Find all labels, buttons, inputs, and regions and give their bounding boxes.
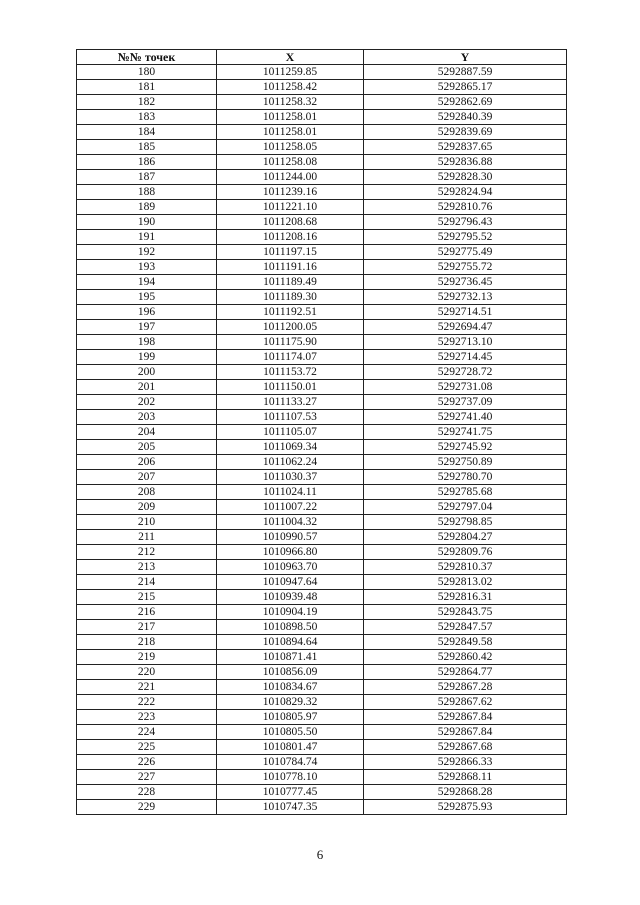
- cell-x: 1010778.10: [217, 770, 364, 785]
- cell-x: 1011189.30: [217, 290, 364, 305]
- table-row: [77, 755, 567, 770]
- cell-y: 5292887.59: [364, 65, 567, 80]
- cell-x: 1011208.68: [217, 215, 364, 230]
- cell-y: 5292828.30: [364, 170, 567, 185]
- cell-point-number: 223: [77, 710, 217, 725]
- cell-y: 5292867.84: [364, 710, 567, 725]
- table-header-row: [77, 50, 567, 65]
- cell-y: 5292865.17: [364, 80, 567, 95]
- cell-x: 1011175.90: [217, 335, 364, 350]
- cell-y: 5292798.85: [364, 515, 567, 530]
- cell-y: 5292736.45: [364, 275, 567, 290]
- cell-x: 1010834.67: [217, 680, 364, 695]
- cell-y: 5292780.70: [364, 470, 567, 485]
- table-row: [77, 425, 567, 440]
- cell-y: 5292837.65: [364, 140, 567, 155]
- cell-y: 5292866.33: [364, 755, 567, 770]
- cell-x: 1010856.09: [217, 665, 364, 680]
- table-row: [77, 110, 567, 125]
- cell-y: 5292755.72: [364, 260, 567, 275]
- cell-x: 1011244.00: [217, 170, 364, 185]
- cell-y: 5292836.88: [364, 155, 567, 170]
- table-row: [77, 440, 567, 455]
- table-row: [77, 770, 567, 785]
- cell-point-number: 190: [77, 215, 217, 230]
- cell-point-number: 209: [77, 500, 217, 515]
- cell-y: 5292775.49: [364, 245, 567, 260]
- cell-x: 1010805.50: [217, 725, 364, 740]
- table-row: [77, 680, 567, 695]
- table-row: [77, 530, 567, 545]
- cell-y: 5292840.39: [364, 110, 567, 125]
- cell-x: 1010947.64: [217, 575, 364, 590]
- cell-x: 1011200.05: [217, 320, 364, 335]
- cell-y: 5292796.43: [364, 215, 567, 230]
- cell-x: 1010990.57: [217, 530, 364, 545]
- page-number: 6: [316, 847, 324, 862]
- table-row: [77, 185, 567, 200]
- cell-x: 1011258.42: [217, 80, 364, 95]
- cell-x: 1010777.45: [217, 785, 364, 800]
- table-row: [77, 470, 567, 485]
- cell-x: 1011259.85: [217, 65, 364, 80]
- cell-point-number: 197: [77, 320, 217, 335]
- table-row: [77, 500, 567, 515]
- table-row: [77, 200, 567, 215]
- table-row: [77, 485, 567, 500]
- table-row: [77, 230, 567, 245]
- table-row: [77, 65, 567, 80]
- cell-x: 1010801.47: [217, 740, 364, 755]
- table-row: [77, 545, 567, 560]
- cell-x: 1011258.05: [217, 140, 364, 155]
- cell-point-number: 193: [77, 260, 217, 275]
- cell-point-number: 212: [77, 545, 217, 560]
- cell-point-number: 188: [77, 185, 217, 200]
- cell-point-number: 215: [77, 590, 217, 605]
- cell-point-number: 185: [77, 140, 217, 155]
- cell-point-number: 224: [77, 725, 217, 740]
- cell-point-number: 221: [77, 680, 217, 695]
- table-row: [77, 560, 567, 575]
- cell-y: 5292745.92: [364, 440, 567, 455]
- cell-point-number: 181: [77, 80, 217, 95]
- cell-point-number: 229: [77, 800, 217, 815]
- cell-y: 5292804.27: [364, 530, 567, 545]
- cell-point-number: 216: [77, 605, 217, 620]
- cell-point-number: 211: [77, 530, 217, 545]
- cell-y: 5292750.89: [364, 455, 567, 470]
- cell-y: 5292741.40: [364, 410, 567, 425]
- table-body: [77, 65, 567, 815]
- cell-point-number: 199: [77, 350, 217, 365]
- cell-x: 1011208.16: [217, 230, 364, 245]
- cell-point-number: 228: [77, 785, 217, 800]
- table-row: [77, 395, 567, 410]
- cell-x: 1010829.32: [217, 695, 364, 710]
- cell-y: 5292867.62: [364, 695, 567, 710]
- cell-point-number: 217: [77, 620, 217, 635]
- cell-point-number: 220: [77, 665, 217, 680]
- cell-y: 5292732.13: [364, 290, 567, 305]
- cell-y: 5292809.76: [364, 545, 567, 560]
- cell-point-number: 214: [77, 575, 217, 590]
- cell-point-number: 219: [77, 650, 217, 665]
- cell-x: 1010966.80: [217, 545, 364, 560]
- table-row: [77, 590, 567, 605]
- cell-point-number: 200: [77, 365, 217, 380]
- cell-x: 1011197.15: [217, 245, 364, 260]
- cell-point-number: 192: [77, 245, 217, 260]
- cell-y: 5292868.11: [364, 770, 567, 785]
- cell-point-number: 182: [77, 95, 217, 110]
- table-row: [77, 380, 567, 395]
- header-x: X: [217, 50, 364, 65]
- cell-x: 1011105.07: [217, 425, 364, 440]
- cell-point-number: 202: [77, 395, 217, 410]
- cell-point-number: 203: [77, 410, 217, 425]
- cell-point-number: 222: [77, 695, 217, 710]
- table-row: [77, 290, 567, 305]
- cell-point-number: 207: [77, 470, 217, 485]
- cell-point-number: 194: [77, 275, 217, 290]
- table-row: [77, 605, 567, 620]
- cell-point-number: 191: [77, 230, 217, 245]
- cell-y: 5292864.77: [364, 665, 567, 680]
- cell-x: 1010904.19: [217, 605, 364, 620]
- cell-x: 1011030.37: [217, 470, 364, 485]
- cell-point-number: 210: [77, 515, 217, 530]
- cell-x: 1010939.48: [217, 590, 364, 605]
- table-row: [77, 695, 567, 710]
- cell-y: 5292867.84: [364, 725, 567, 740]
- table-row: [77, 170, 567, 185]
- cell-y: 5292843.75: [364, 605, 567, 620]
- coordinates-table: [76, 49, 567, 815]
- cell-y: 5292867.28: [364, 680, 567, 695]
- header-point-number: №№ точек: [77, 50, 217, 65]
- table-row: [77, 740, 567, 755]
- table-row: [77, 350, 567, 365]
- cell-point-number: 225: [77, 740, 217, 755]
- cell-x: 1011150.01: [217, 380, 364, 395]
- table-row: [77, 515, 567, 530]
- cell-y: 5292694.47: [364, 320, 567, 335]
- cell-point-number: 208: [77, 485, 217, 500]
- cell-y: 5292737.09: [364, 395, 567, 410]
- table-row: [77, 155, 567, 170]
- cell-x: 1011189.49: [217, 275, 364, 290]
- table-row: [77, 335, 567, 350]
- cell-x: 1010805.97: [217, 710, 364, 725]
- cell-x: 1011258.01: [217, 110, 364, 125]
- cell-y: 5292813.02: [364, 575, 567, 590]
- cell-y: 5292860.42: [364, 650, 567, 665]
- cell-y: 5292714.45: [364, 350, 567, 365]
- table-row: [77, 650, 567, 665]
- table-row: [77, 785, 567, 800]
- cell-y: 5292849.58: [364, 635, 567, 650]
- cell-y: 5292731.08: [364, 380, 567, 395]
- cell-y: 5292741.75: [364, 425, 567, 440]
- table-row: [77, 410, 567, 425]
- table-row: [77, 710, 567, 725]
- cell-y: 5292875.93: [364, 800, 567, 815]
- cell-x: 1011004.32: [217, 515, 364, 530]
- table-row: [77, 365, 567, 380]
- cell-point-number: 201: [77, 380, 217, 395]
- cell-x: 1011221.10: [217, 200, 364, 215]
- cell-x: 1011258.01: [217, 125, 364, 140]
- cell-x: 1010871.41: [217, 650, 364, 665]
- table-row: [77, 275, 567, 290]
- cell-x: 1011107.53: [217, 410, 364, 425]
- table-row: [77, 800, 567, 815]
- cell-point-number: 183: [77, 110, 217, 125]
- cell-y: 5292785.68: [364, 485, 567, 500]
- cell-point-number: 189: [77, 200, 217, 215]
- cell-point-number: 205: [77, 440, 217, 455]
- cell-point-number: 195: [77, 290, 217, 305]
- cell-y: 5292867.68: [364, 740, 567, 755]
- cell-y: 5292847.57: [364, 620, 567, 635]
- cell-y: 5292728.72: [364, 365, 567, 380]
- cell-y: 5292862.69: [364, 95, 567, 110]
- cell-x: 1011024.11: [217, 485, 364, 500]
- table-row: [77, 575, 567, 590]
- cell-x: 1010784.74: [217, 755, 364, 770]
- cell-point-number: 184: [77, 125, 217, 140]
- cell-x: 1011007.22: [217, 500, 364, 515]
- table-row: [77, 260, 567, 275]
- table-row: [77, 80, 567, 95]
- cell-point-number: 218: [77, 635, 217, 650]
- table-row: [77, 320, 567, 335]
- cell-point-number: 187: [77, 170, 217, 185]
- table-row: [77, 95, 567, 110]
- cell-x: 1011062.24: [217, 455, 364, 470]
- cell-x: 1011192.51: [217, 305, 364, 320]
- cell-y: 5292816.31: [364, 590, 567, 605]
- cell-point-number: 227: [77, 770, 217, 785]
- table-row: [77, 725, 567, 740]
- cell-y: 5292795.52: [364, 230, 567, 245]
- cell-point-number: 198: [77, 335, 217, 350]
- table-row: [77, 635, 567, 650]
- cell-x: 1011258.08: [217, 155, 364, 170]
- table-row: [77, 215, 567, 230]
- cell-x: 1011174.07: [217, 350, 364, 365]
- cell-point-number: 206: [77, 455, 217, 470]
- cell-y: 5292810.76: [364, 200, 567, 215]
- cell-y: 5292810.37: [364, 560, 567, 575]
- cell-y: 5292824.94: [364, 185, 567, 200]
- cell-x: 1011191.16: [217, 260, 364, 275]
- cell-point-number: 204: [77, 425, 217, 440]
- cell-point-number: 226: [77, 755, 217, 770]
- cell-x: 1010898.50: [217, 620, 364, 635]
- table-row: [77, 455, 567, 470]
- table-row: [77, 245, 567, 260]
- cell-point-number: 213: [77, 560, 217, 575]
- cell-y: 5292868.28: [364, 785, 567, 800]
- cell-point-number: 180: [77, 65, 217, 80]
- table-row: [77, 665, 567, 680]
- cell-x: 1010747.35: [217, 800, 364, 815]
- cell-x: 1011239.16: [217, 185, 364, 200]
- cell-point-number: 196: [77, 305, 217, 320]
- table-row: [77, 620, 567, 635]
- cell-x: 1010963.70: [217, 560, 364, 575]
- table-row: [77, 140, 567, 155]
- cell-y: 5292714.51: [364, 305, 567, 320]
- table-row: [77, 125, 567, 140]
- cell-x: 1010894.64: [217, 635, 364, 650]
- cell-x: 1011133.27: [217, 395, 364, 410]
- cell-y: 5292839.69: [364, 125, 567, 140]
- cell-y: 5292713.10: [364, 335, 567, 350]
- cell-x: 1011069.34: [217, 440, 364, 455]
- table-row: [77, 305, 567, 320]
- cell-point-number: 186: [77, 155, 217, 170]
- cell-x: 1011258.32: [217, 95, 364, 110]
- cell-y: 5292797.04: [364, 500, 567, 515]
- header-y: Y: [364, 50, 567, 65]
- cell-x: 1011153.72: [217, 365, 364, 380]
